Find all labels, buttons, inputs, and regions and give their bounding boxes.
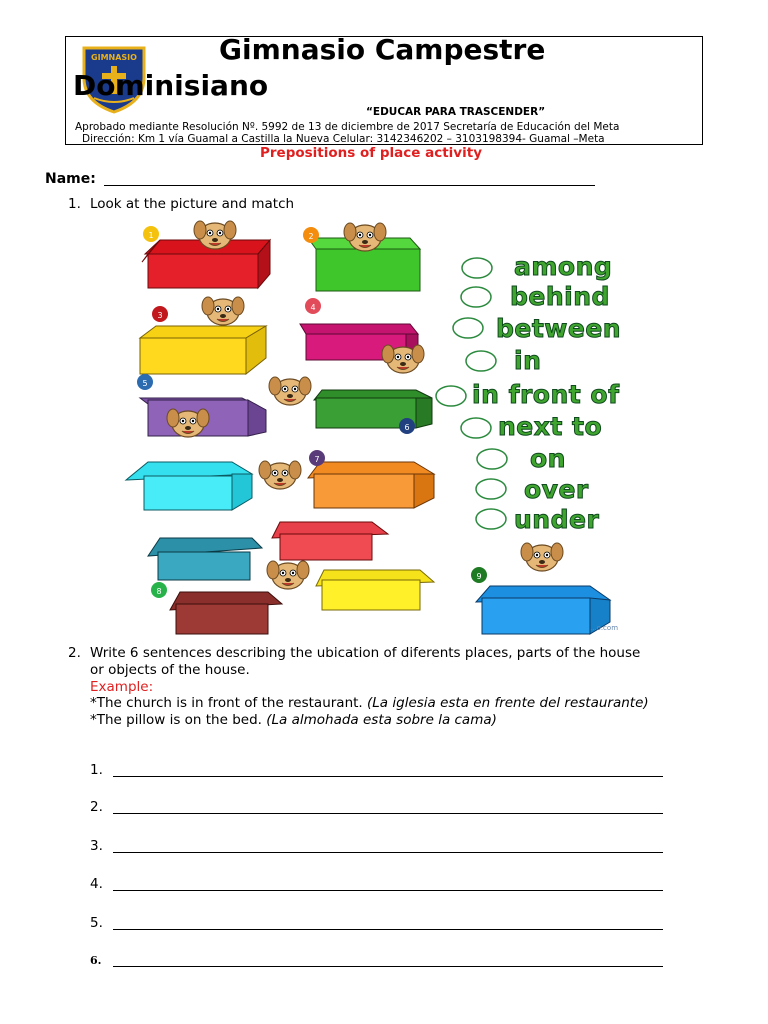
answer-number-5: 5.	[90, 915, 103, 931]
box-6-green	[269, 377, 432, 434]
example-2-text: *The pillow is on the bed.	[90, 712, 262, 728]
word-between: between	[496, 314, 622, 343]
q2-line1: Write 6 sentences describing the ubication of diferents places, parts of the house	[90, 645, 641, 661]
box-5-purple	[137, 374, 266, 437]
school-name-line1: Gimnasio Campestre	[219, 33, 546, 66]
word-next-to: next to	[498, 412, 603, 441]
box-number-9: 9	[476, 572, 482, 581]
word-under: under	[514, 505, 600, 534]
box-8-maroon	[151, 582, 282, 634]
box-number-5: 5	[142, 379, 148, 388]
answer-number-2: 2.	[90, 799, 103, 815]
answer-line-4[interactable]	[113, 890, 663, 891]
box-red-lower	[272, 522, 388, 560]
address-text: Dirección: Km 1 vía Guamal a Castilla la Nueva Celular: 3142346202 – 3103198394- Guamal –Meta	[82, 133, 605, 145]
example-1-text: *The church is in front of the restaurant.	[90, 695, 363, 711]
q2-number: 2.	[68, 645, 81, 661]
answer-number-4: 4.	[90, 876, 103, 892]
activity-title: Prepositions of place activity	[260, 145, 482, 161]
example-1-translation: (La iglesia esta en frente del restaurante)	[367, 695, 649, 711]
answer-number-1: 1.	[90, 762, 103, 778]
box-9-blue	[471, 543, 618, 634]
example-2	[90, 712, 497, 728]
box-number-8: 8	[156, 587, 162, 596]
box-cyan	[126, 462, 252, 510]
box-number-1: 1	[148, 231, 154, 240]
box-number-4: 4	[310, 303, 316, 312]
box-teal	[148, 538, 262, 580]
box-1-red	[142, 221, 270, 288]
box-number-7: 7	[314, 455, 320, 464]
box-number-6: 6	[404, 423, 410, 432]
box-3-yellow	[140, 297, 266, 374]
answer-line-6[interactable]	[113, 966, 663, 967]
picture-watermark: ...o.com	[590, 624, 619, 632]
name-field[interactable]	[104, 185, 595, 186]
word-over: over	[524, 475, 589, 504]
word-among: among	[514, 252, 613, 281]
box-4-magenta	[300, 298, 424, 373]
box-2-green	[303, 223, 420, 291]
school-name-line2: Dominisiano	[73, 69, 269, 102]
answer-number-3: 3.	[90, 838, 103, 854]
q2-line2: or objects of the house.	[90, 662, 250, 678]
answer-line-3[interactable]	[113, 852, 663, 853]
answer-line-5[interactable]	[113, 929, 663, 930]
q1-number: 1.	[68, 196, 81, 212]
box-number-2: 2	[308, 232, 314, 241]
box-yellow-lower	[267, 561, 434, 610]
example-1	[90, 695, 649, 711]
word-in-front-of: in front of	[472, 380, 620, 409]
word-in: in	[514, 346, 542, 375]
school-motto: “EDUCAR PARA TRASCENDER”	[366, 106, 546, 118]
answer-line-2[interactable]	[113, 813, 663, 814]
word-on: on	[530, 444, 566, 473]
box-number-3: 3	[157, 311, 163, 320]
approval-text: Aprobado mediante Resolución Nº. 5992 de 13 de diciembre de 2017 Secretaría de Educación del Meta	[75, 121, 620, 133]
box-7-orange	[259, 450, 434, 508]
word-behind: behind	[510, 282, 610, 311]
answer-number-6: 6.	[90, 954, 102, 967]
svg-text:GIMNASIO: GIMNASIO	[91, 53, 137, 62]
q1-text: Look at the picture and match	[90, 196, 295, 212]
answer-line-1[interactable]	[113, 776, 663, 777]
example-label: Example:	[90, 679, 154, 695]
example-2-translation: (La almohada esta sobre la cama)	[266, 712, 497, 728]
name-label: Name:	[45, 171, 96, 187]
